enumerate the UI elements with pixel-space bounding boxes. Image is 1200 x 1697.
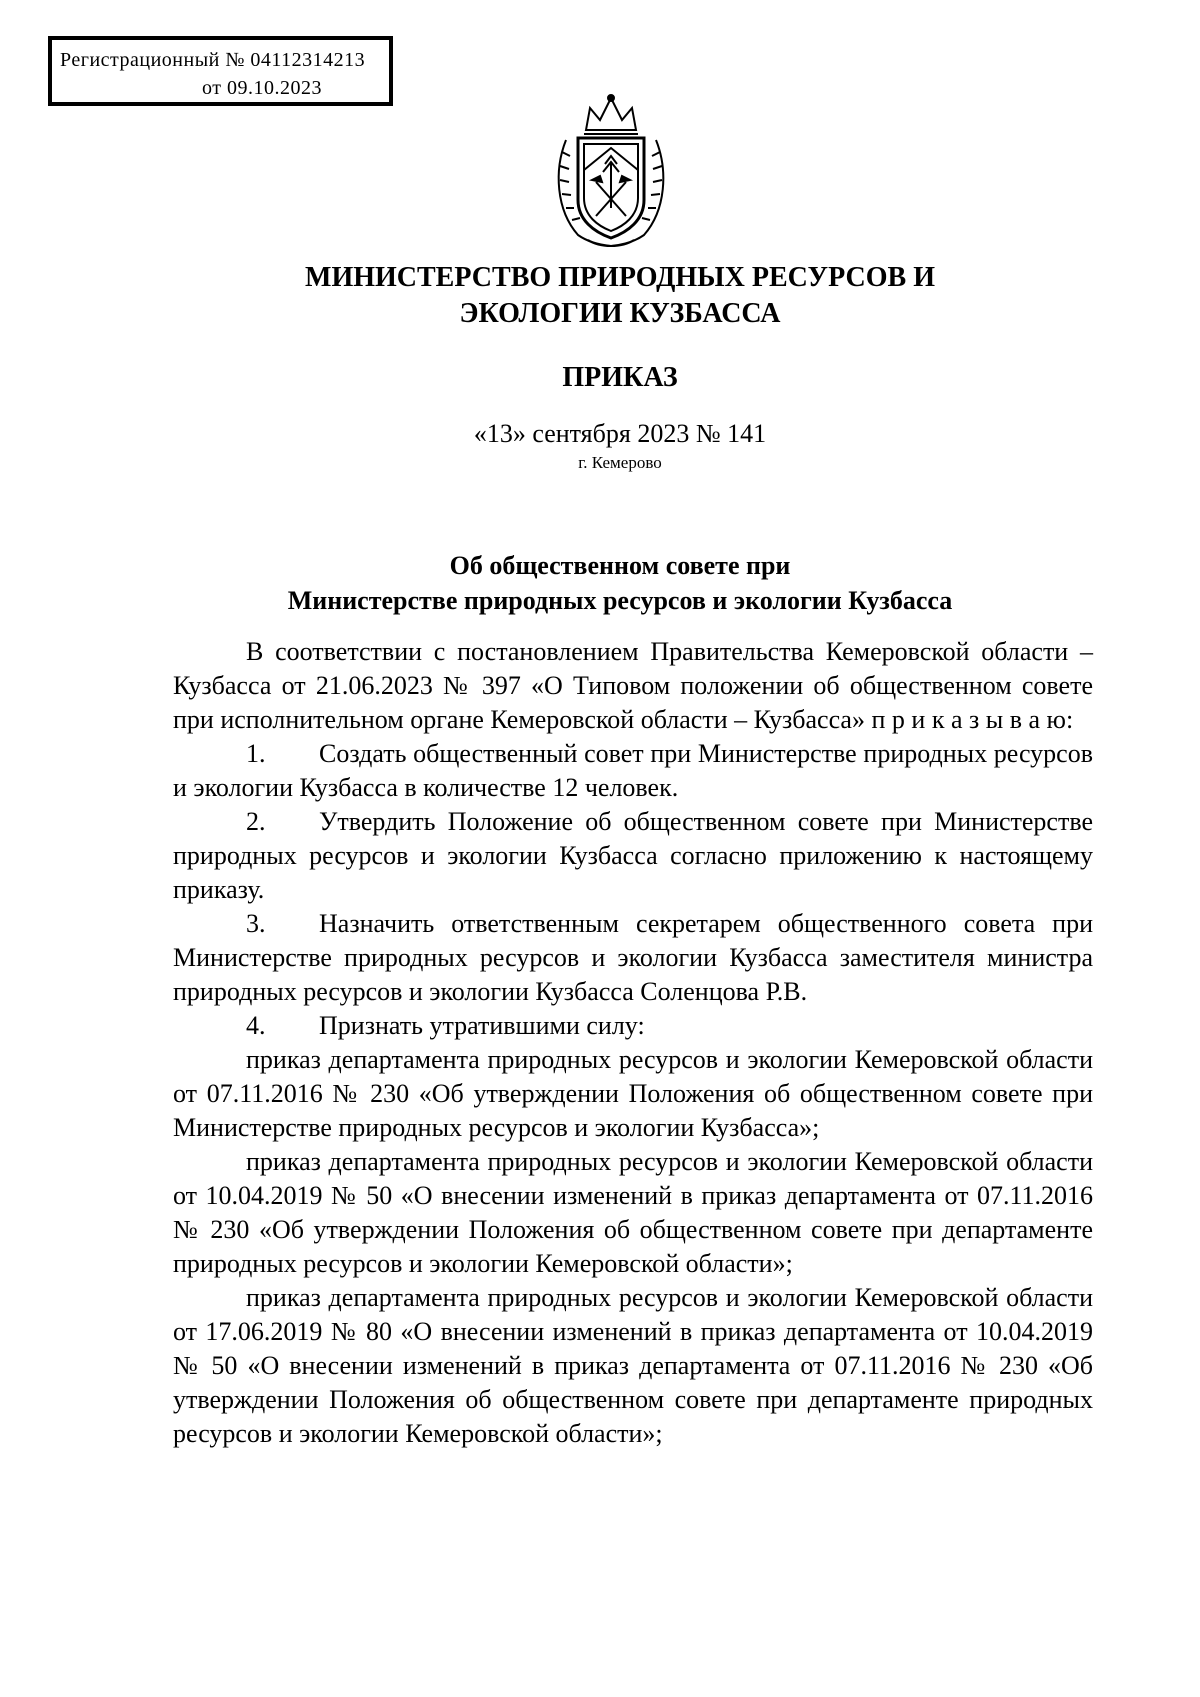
order-body (173, 635, 1093, 1451)
registration-stamp (48, 36, 393, 106)
item-number: 1. (246, 739, 266, 768)
item-number: 4. (246, 1011, 266, 1040)
repealed-order-1: приказ департамента природных ресурсов и экологии Кемеровской области от 07.11.2016 № 230 «Об утверждении Положения об общественном совете при Министерстве природных ресурсов и экологии Кузбасса»; (173, 1045, 1093, 1142)
order-item-1 (173, 737, 1093, 805)
ministry-name (0, 260, 1200, 332)
order-item-4 (173, 1009, 1093, 1043)
order-date-number: «13» сентября 2023 № 141 (473, 419, 767, 448)
registration-date: от 09.10.2023 (202, 77, 322, 99)
coat-of-arms-icon (548, 90, 674, 250)
order-item-2 (173, 805, 1093, 907)
preamble (173, 635, 1093, 737)
repealed-order-3: приказ департамента природных ресурсов и экологии Кемеровской области от 17.06.2019 № 80 «О внесении изменений в приказ департамента от 10.04.2019 № 50 «О внесении изменений в приказ департамента от 07.11.2016 № 230 «Об утверждении Положения об общественном совете при департаменте природных ресурсов и экологии Кемеровской области»; (173, 1283, 1093, 1448)
item-text: Утвердить Положение об общественном совете при Министерстве природных ресурсов и экологии Кузбасса согласно приложению к настоящему приказу. (173, 807, 1093, 904)
order-item-3 (173, 907, 1093, 1009)
order-city: г. Кемерово (578, 453, 662, 472)
order-subject (0, 548, 1200, 618)
preamble-text: В соответствии с постановлением Правительства Кемеровской области – Кузбасса от 21.06.2023 № 397 «О Типовом положении об общественном совете при исполнительном органе Кемеровской области – Кузбасса» (173, 637, 1093, 734)
item-number: 2. (246, 807, 266, 836)
item-text: Назначить ответственным секретарем общественного совета при Министерстве природных ресурсов и экологии Кузбасса заместителя министра природных ресурсов и экологии Кузбасса Соленцова Р.В. (173, 909, 1093, 1006)
ministry-name-line1: МИНИСТЕРСТВО ПРИРОДНЫХ РЕСУРСОВ И (305, 262, 935, 293)
item-text: Признать утратившими силу: (319, 1011, 645, 1040)
item-number: 3. (246, 909, 266, 938)
order-subject-line2: Министерстве природных ресурсов и экологии Кузбасса (287, 586, 953, 615)
document-type: ПРИКАЗ (562, 362, 678, 393)
repealed-order-2: приказ департамента природных ресурсов и экологии Кемеровской области от 10.04.2019 № 50 «О внесении изменений в приказ департамента от 07.11.2016 № 230 «Об утверждении Положения об общественном совете при департаменте природных ресурсов и экологии Кемеровской области»; (173, 1147, 1093, 1278)
registration-number: Регистрационный № 04112314213 (60, 49, 366, 71)
item-text: Создать общественный совет при Министерстве природных ресурсов и экологии Кузбасса в количестве 12 человек. (173, 739, 1093, 802)
ministry-name-line2: ЭКОЛОГИИ КУЗБАССА (459, 298, 781, 329)
preamble-verb: п р и к а з ы в а ю: (871, 705, 1074, 734)
order-subject-line1: Об общественном совете при (449, 551, 791, 580)
